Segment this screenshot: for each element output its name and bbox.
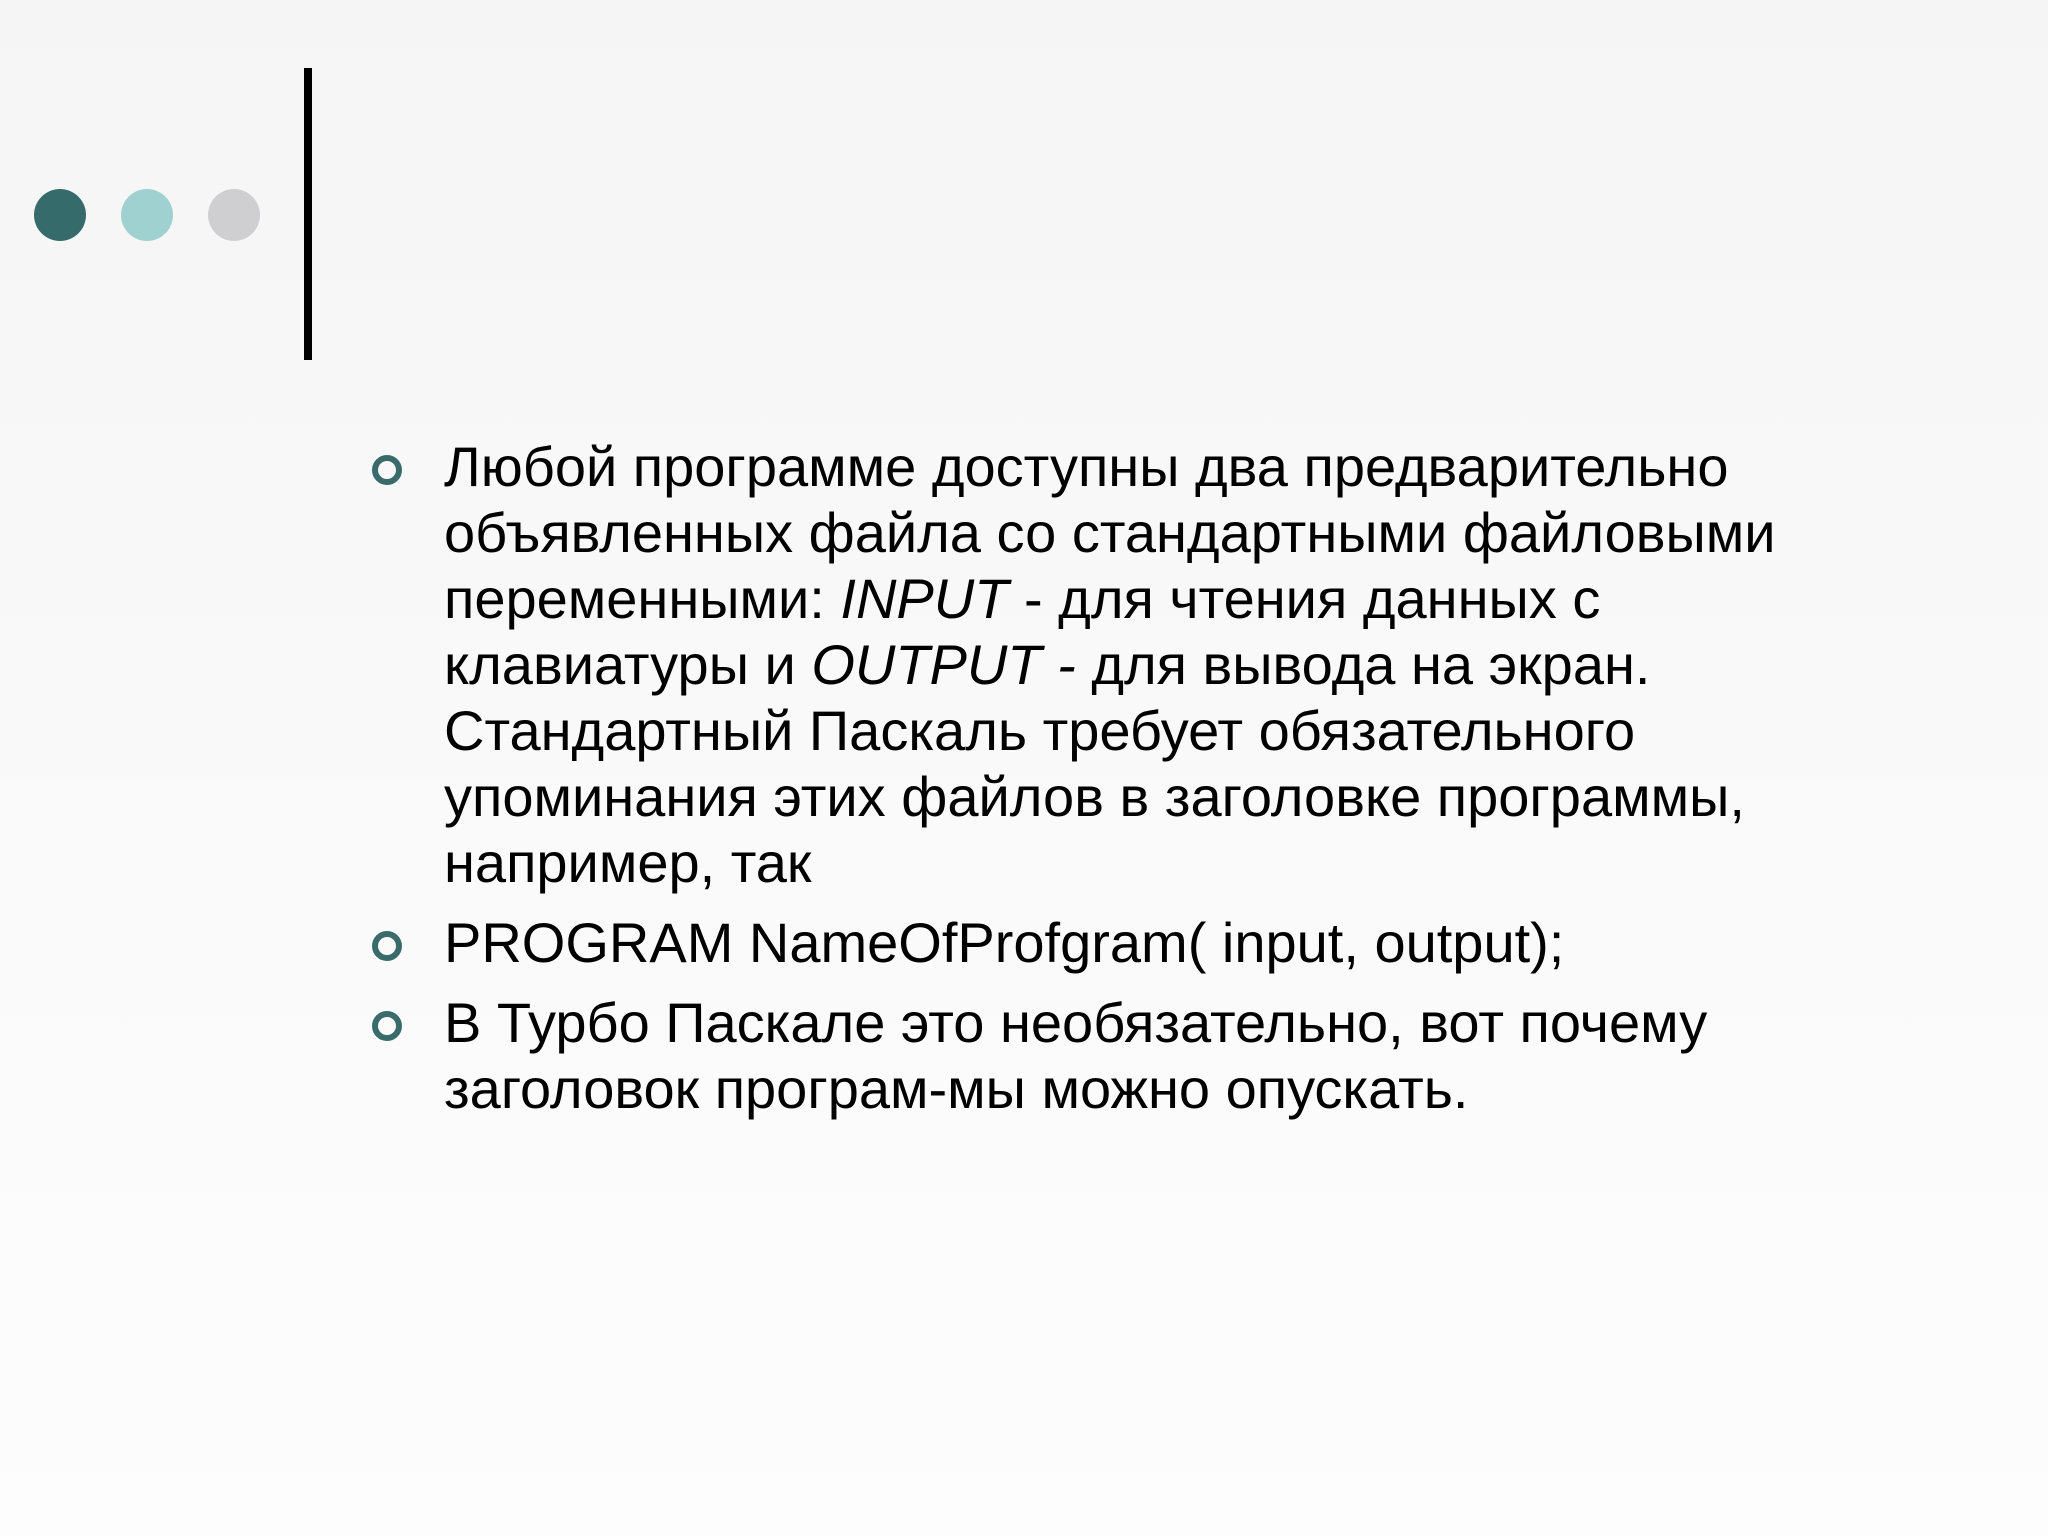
bullet-list (360, 434, 1920, 1136)
text-run: - для чтения данных с клавиатуры и (444, 567, 1601, 696)
dark-teal-dot (34, 189, 86, 241)
text-run-italic: OUTPUT - (811, 633, 1076, 696)
text-run-italic: INPUT (840, 567, 1009, 630)
text-run: В Турбо Паскале это необязательно, вот почему заголовок програм-мы можно опускать. (444, 991, 1708, 1120)
gray-dot (208, 189, 260, 241)
list-item (360, 990, 1920, 1122)
text-run: Любой программе доступны два предварительно объявленных файла со стандартными файловыми переменными: (444, 435, 1776, 630)
ring-bullet-icon (372, 931, 402, 961)
list-item (360, 910, 1920, 976)
text-run: PROGRAM NameOfProfgram( input, output); (444, 911, 1565, 974)
bullet-text (444, 990, 1920, 1122)
text-run: для вывода на экран. Стандартный Паскаль требует обязательного упоминания этих файлов в заголовке программы, например, так (444, 633, 1745, 894)
vertical-divider (304, 68, 312, 360)
ring-bullet-icon (372, 455, 402, 485)
light-teal-dot (121, 189, 173, 241)
ring-bullet-icon (372, 1011, 402, 1041)
bullet-text (444, 434, 1920, 896)
list-item (360, 434, 1920, 896)
bullet-text (444, 910, 1920, 976)
